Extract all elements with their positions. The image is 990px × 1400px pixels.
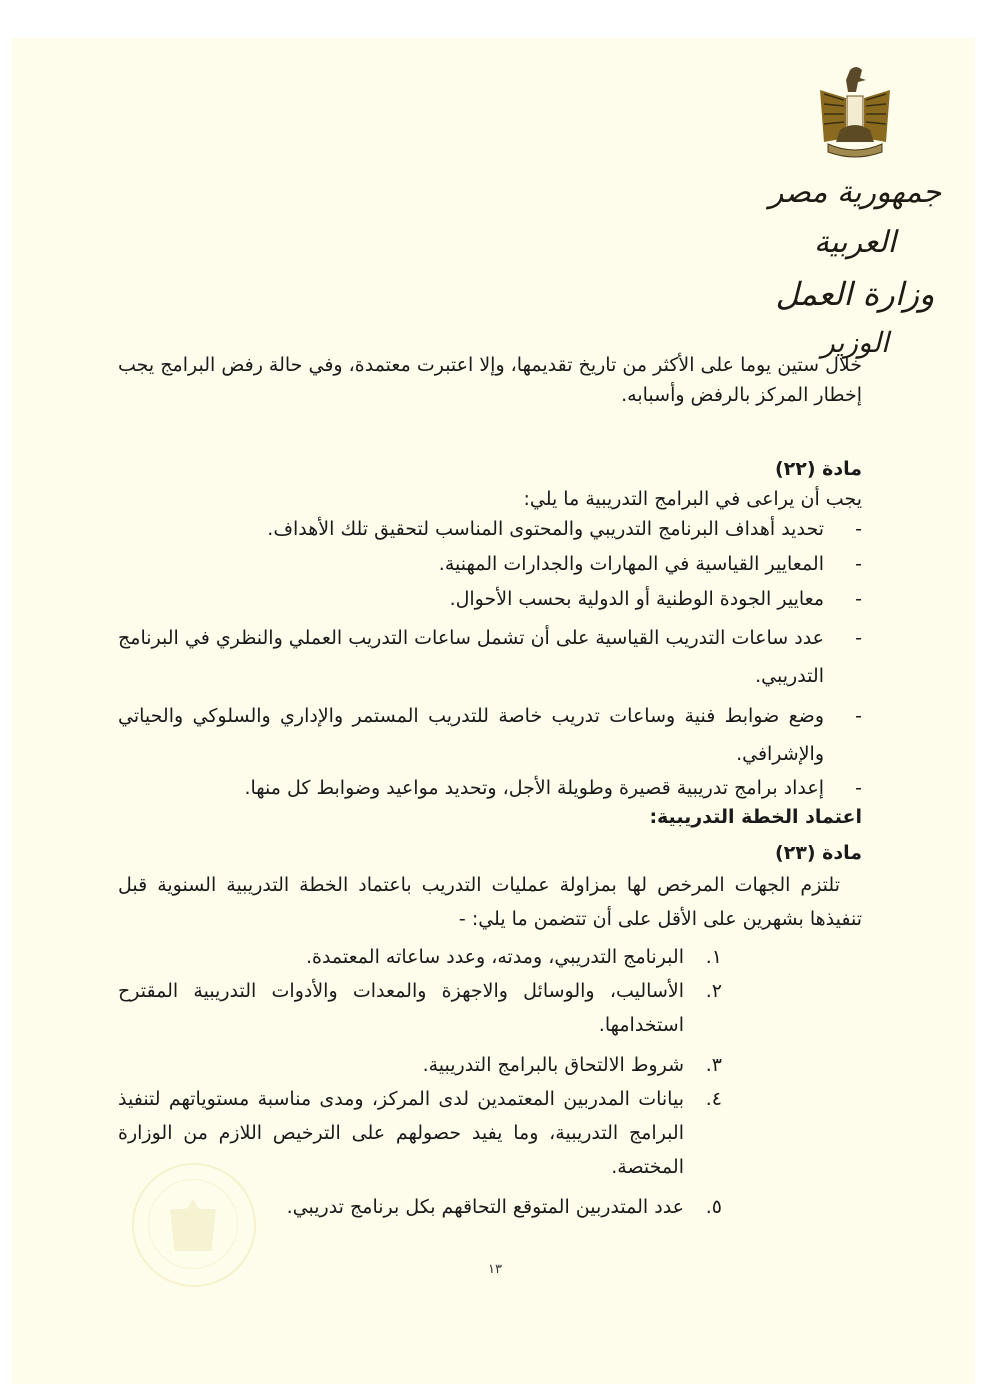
letterhead-ministry: وزارة العمل — [775, 275, 935, 313]
article-23-item: ١. البرنامج التدريبي، ومدته، وعدد ساعاته المعتمدة. — [118, 940, 722, 974]
letterhead — [735, 168, 975, 366]
article-22-title: مادة (٢٢) — [774, 458, 862, 480]
item-number: ٥. — [705, 1196, 722, 1218]
page-number: ١٣ — [488, 1262, 502, 1277]
bullet-dash: - — [855, 588, 862, 610]
bullet-dash: - — [855, 553, 862, 575]
bullet-dash: - — [855, 627, 862, 649]
article-22-item: - عدد ساعات التدريب القياسية على أن تشمل ساعات التدريب العملي والنظري في البرنامج التدريبي. — [118, 619, 862, 695]
eagle-emblem-icon — [810, 64, 900, 164]
article-23-item: ٢. الأساليب، والوسائل والاجهزة والمعدات والأدوات التدريبية المقترح استخدامها. — [118, 974, 722, 1042]
section-heading: اعتماد الخطة التدريبية: — [649, 806, 862, 828]
letterhead-minister: الوزير — [821, 326, 889, 359]
letterhead-country: جمهورية مصر العربية — [768, 175, 942, 260]
item-number: ٤. — [705, 1088, 722, 1110]
article-23 — [118, 838, 862, 1224]
bullet-dash: - — [855, 518, 862, 540]
item-number: ٢. — [705, 980, 722, 1002]
article-22-item: - إعداد برامج تدريبية قصيرة وطويلة الأجل، وتحديد مواعيد وضوابط كل منها. — [118, 773, 862, 803]
article-22-item: - معايير الجودة الوطنية أو الدولية بحسب الأحوال. — [118, 584, 862, 614]
bullet-dash: - — [855, 705, 862, 727]
item-number: ١. — [705, 946, 722, 968]
intro-paragraph: خلال ستين يوما على الأكثر من تاريخ تقديمها، وإلا اعتبرت معتمدة، وفي حالة رفض البرامج يجب إخطار المركز بالرفض وأسبابه. — [118, 354, 862, 406]
bullet-dash: - — [855, 777, 862, 799]
article-23-item: ٣. شروط الالتحاق بالبرامج التدريبية. — [118, 1048, 722, 1082]
article-22-item: - تحديد أهداف البرنامج التدريبي والمحتوى المناسب لتحقيق تلك الأهداف. — [118, 514, 862, 544]
item-number: ٣. — [705, 1054, 722, 1076]
article-22 — [118, 454, 862, 803]
seal-watermark-icon — [132, 1163, 256, 1287]
article-23-title: مادة (٢٣) — [774, 842, 862, 864]
article-23-item: ٥. عدد المتدربين المتوقع التحاقهم بكل برنامج تدريبي. — [118, 1190, 722, 1224]
article-22-lead: يجب أن يراعى في البرامج التدريبية ما يلي: — [523, 488, 862, 510]
article-22-item: - وضع ضوابط فنية وساعات تدريب خاصة للتدريب المستمر والإداري والسلوكي والحياتي والإشرافي. — [118, 697, 862, 773]
article-22-item: - المعايير القياسية في المهارات والجدارات المهنية. — [118, 549, 862, 579]
article-23-lead: تلتزم الجهات المرخص لها بمزاولة عمليات التدريب باعتماد الخطة التدريبية السنوية قبل تنفيذها بشهرين على الأقل على أن تتضمن ما يلي: - — [118, 874, 862, 930]
article-23-item: ٤. بيانات المدربين المعتمدين لدى المركز، ومدى مناسبة مستوياتهم لتنفيذ البرامج التدريبية، وما يفيد حصولهم على الترخيص اللازم من الوزارة المختصة. — [118, 1082, 722, 1184]
